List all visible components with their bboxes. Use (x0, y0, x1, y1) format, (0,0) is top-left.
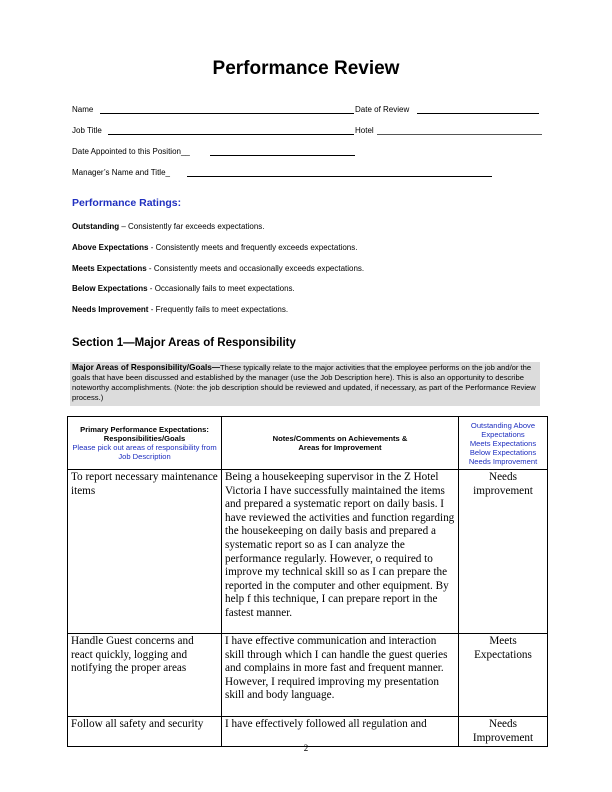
manager-field[interactable] (187, 176, 492, 177)
responsibility-cell[interactable]: To report necessary maintenance items (68, 470, 222, 634)
table-row (68, 470, 548, 634)
manager-label: Manager’s Name and Title_ (72, 168, 170, 177)
responsibility-cell[interactable]: Follow all safety and security (68, 717, 222, 747)
name-field[interactable] (100, 113, 354, 114)
hotel-label: Hotel (355, 126, 374, 135)
hotel-field[interactable] (377, 134, 542, 135)
page-number: 2 (303, 743, 309, 753)
rating-cell[interactable]: Needs Improvement (459, 717, 548, 747)
table-row (68, 634, 548, 717)
ratings-heading: Performance Ratings: (72, 197, 182, 209)
job-title-field[interactable] (108, 134, 354, 135)
notes-cell[interactable]: I have effectively followed all regulation and (222, 717, 459, 747)
notes-cell[interactable]: Being a housekeeping supervisor in the Z Hotel Victoria I have successfully maintained the items and prepared a systematic report on daily basis. I have reviewed the activities and function regarding the housekeeping on daily basis and prepared a systematic report so as I can analyze the performance regularly. However, o required to improve my technical skill so as I can prepare the reported in the computer and other equipment. By help f this technique, I can prepare report in the fastest manner. (222, 470, 459, 634)
section-intro: Major Areas of Responsibility/Goals—These typically relate to the major activities that the employee performs on the job and/or the goals that have been discussed and established by the manager (use the Job Description here). This is also an opportunity to describe noteworthy accomplishments. (Note: the job description should be reviewed and updated, if necessary, as part of the Performance Review process.) (70, 362, 540, 406)
rating-outstanding: Outstanding – Consistently far exceeds expectations. (72, 222, 265, 231)
notes-cell[interactable]: I have effective communication and interaction skill through which I can handle the guest queries and complains in more fast and frequent manner. However, I required improving my presentation skill and body language. (222, 634, 459, 717)
rating-below-expectations: Below Expectations - Occasionally fails to meet expectations. (72, 284, 295, 293)
responsibility-cell[interactable]: Handle Guest concerns and react quickly, logging and notifying the proper areas (68, 634, 222, 717)
responsibilities-table (67, 416, 548, 747)
col-header-notes: Notes/Comments on Achievements & Areas for Improvement (222, 417, 459, 470)
date-of-review-label: Date of Review (355, 105, 410, 114)
rating-cell[interactable]: Needs improvement (459, 470, 548, 634)
date-appointed-field[interactable] (210, 155, 355, 156)
col-header-responsibilities: Primary Performance Expectations: Responsibilities/Goals Please pick out areas of responsibility from Job Description (68, 417, 222, 470)
table-header-row (68, 417, 548, 470)
job-title-label: Job Title (72, 126, 102, 135)
rating-needs-improvement: Needs Improvement - Frequently fails to meet expectations. (72, 305, 289, 314)
rating-cell[interactable]: Meets Expectations (459, 634, 548, 717)
date-of-review-field[interactable] (417, 113, 539, 114)
name-label: Name (72, 105, 94, 114)
rating-meets-expectations: Meets Expectations - Consistently meets and occasionally exceeds expectations. (72, 264, 365, 273)
col-header-rating: Outstanding Above Expectations Meets Expectations Below Expectations Needs Improvement (459, 417, 548, 470)
page-title: Performance Review (212, 58, 400, 79)
date-appointed-label: Date Appointed to this Position__ (72, 147, 190, 156)
section-heading: Section 1—Major Areas of Responsibility (72, 337, 296, 349)
rating-above-expectations: Above Expectations - Consistently meets and frequently exceeds expectations. (72, 243, 358, 252)
